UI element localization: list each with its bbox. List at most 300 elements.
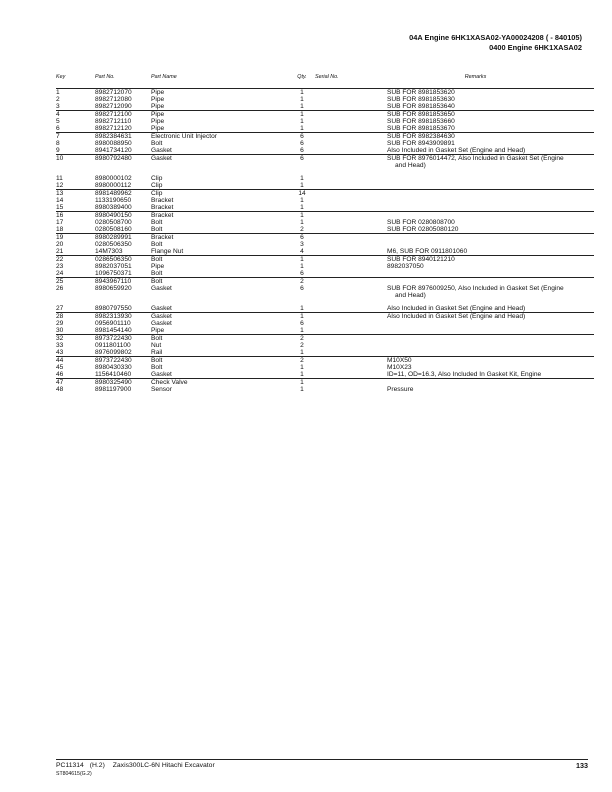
part-name-cell-text: Bracket [151, 212, 174, 219]
qty-cell [289, 270, 315, 278]
key-cell-text: 12 [56, 182, 64, 189]
col-key-header: Key [56, 74, 66, 80]
serial-cell [315, 219, 357, 226]
part-no-cell-text: 8980659920 [95, 285, 132, 292]
part-name-cell-text: Rail [151, 349, 163, 356]
qty-cell [289, 364, 315, 371]
table-row [56, 270, 594, 278]
part-no-cell [89, 103, 151, 111]
part-no-cell-text: 8982712110 [95, 118, 132, 125]
qty-cell [289, 140, 315, 147]
serial-cell [315, 349, 357, 357]
part-no-cell-text: 14M7303 [95, 248, 123, 255]
part-name-cell [151, 270, 289, 278]
table-row [56, 299, 594, 313]
remarks-cell [357, 263, 594, 270]
key-cell [56, 371, 89, 379]
remarks-cell [357, 190, 594, 198]
table-row [56, 190, 594, 198]
part-no-cell-text: 8980792480 [95, 155, 132, 162]
table-row [56, 349, 594, 357]
part-no-cell [89, 89, 151, 97]
part-no-cell [89, 147, 151, 155]
qty-cell [289, 327, 315, 335]
serial-cell [315, 299, 357, 313]
qty-cell-text: 14 [298, 190, 306, 197]
qty-cell [289, 234, 315, 242]
key-cell [56, 197, 89, 204]
part-no-cell-text: 1133190650 [95, 197, 132, 204]
key-cell-text: 27 [56, 305, 64, 312]
qty-cell-text: 1 [300, 212, 304, 219]
key-cell [56, 219, 89, 226]
table-row [56, 248, 594, 256]
part-no-cell [89, 379, 151, 387]
part-no-cell [89, 125, 151, 133]
part-name-cell [151, 190, 289, 198]
col-serial-header: Serial No. [315, 74, 339, 80]
key-cell-text: 24 [56, 270, 64, 277]
serial-cell [315, 140, 357, 147]
part-name-cell-text: Bolt [151, 226, 163, 233]
remarks-cell [357, 342, 594, 349]
part-name-cell-text: Bolt [151, 335, 163, 342]
part-no-cell-text: 0956901110 [95, 320, 131, 327]
remarks-cell [357, 299, 594, 313]
part-name-cell [151, 147, 289, 155]
footer-divider [56, 759, 588, 760]
key-cell [56, 212, 89, 220]
key-cell [56, 248, 89, 256]
serial-cell [315, 125, 357, 133]
part-name-cell [151, 133, 289, 141]
qty-cell [289, 169, 315, 182]
part-no-cell [89, 320, 151, 327]
part-no-cell-text: 8980289991 [95, 234, 132, 241]
remarks-cell [357, 197, 594, 204]
part-no-cell [89, 241, 151, 248]
remarks-cell [357, 278, 594, 286]
remarks-cell-text: Also Included in Gasket Set (Engine and Head) [387, 313, 526, 320]
remarks-cell-text: SUB FOR 8981853640 [387, 103, 455, 110]
qty-cell-text: 6 [300, 285, 304, 292]
qty-cell [289, 241, 315, 248]
remarks-cell [357, 371, 594, 379]
qty-cell-text: 1 [300, 182, 304, 189]
remarks-cell-text: M10X50 [387, 357, 412, 364]
part-name-cell [151, 313, 289, 321]
qty-cell [289, 182, 315, 190]
serial-cell [315, 103, 357, 111]
remarks-cell-text: ID=11, OD=16.3, Also Included In Gasket Kit, Engine [387, 371, 542, 378]
part-name-cell-text: Nut [151, 342, 162, 349]
part-name-cell-text: Pipe [151, 263, 165, 270]
table-row [56, 118, 594, 125]
serial-cell [315, 234, 357, 242]
serial-cell [315, 364, 357, 371]
part-name-cell-text: Clip [151, 190, 163, 197]
key-cell-text: 11 [56, 175, 63, 182]
part-name-cell-text: Clip [151, 182, 163, 189]
qty-cell-text: 1 [300, 118, 304, 125]
part-no-cell [89, 313, 151, 321]
key-cell [56, 335, 89, 343]
part-name-cell-text: Bracket [151, 234, 174, 241]
part-no-cell-text: 1156410460 [95, 371, 132, 378]
serial-cell [315, 111, 357, 119]
key-cell-text: 30 [56, 327, 64, 334]
part-name-cell-text: Pipe [151, 125, 165, 132]
key-cell [56, 103, 89, 111]
qty-cell-text: 1 [300, 305, 304, 312]
serial-cell [315, 386, 357, 393]
qty-cell-text: 1 [300, 386, 304, 393]
part-no-cell-text: 8982313930 [95, 313, 132, 320]
remarks-cell [357, 241, 594, 248]
serial-cell [315, 313, 357, 321]
qty-cell [289, 299, 315, 313]
qty-cell-text: 1 [300, 327, 304, 334]
key-cell [56, 327, 89, 335]
key-cell-text: 29 [56, 320, 64, 327]
qty-cell [289, 197, 315, 204]
part-name-cell [151, 155, 289, 170]
part-name-cell-text: Bracket [151, 204, 174, 211]
serial-cell [315, 256, 357, 264]
part-name-cell-text: Electronic Unit Injector [151, 133, 217, 140]
remarks-continuation: and Head) [395, 162, 426, 169]
key-cell-text: 47 [56, 379, 64, 386]
part-name-cell [151, 197, 289, 204]
part-name-cell [151, 349, 289, 357]
part-no-cell-text: 0280508160 [95, 226, 132, 233]
serial-cell [315, 335, 357, 343]
part-no-cell [89, 182, 151, 190]
key-cell-text: 6 [56, 125, 60, 132]
part-no-cell-text: 8980430330 [95, 364, 132, 371]
part-name-cell [151, 241, 289, 248]
qty-cell-text: 6 [300, 155, 304, 162]
key-cell-text: 4 [56, 111, 60, 118]
part-name-cell-text: Gasket [151, 155, 172, 162]
part-no-cell [89, 357, 151, 365]
footer-revision: (H.2) [89, 762, 105, 769]
part-no-cell [89, 204, 151, 212]
remarks-cell [357, 140, 594, 147]
key-cell [56, 386, 89, 393]
table-row [56, 96, 594, 103]
key-cell-text: 46 [56, 371, 64, 378]
key-cell [56, 379, 89, 387]
qty-cell-text: 6 [300, 140, 304, 147]
part-name-cell [151, 335, 289, 343]
qty-cell [289, 386, 315, 393]
qty-cell-text: 4 [300, 248, 304, 255]
key-cell-text: 25 [56, 278, 64, 285]
key-cell-text: 32 [56, 335, 64, 342]
key-cell-text: 28 [56, 313, 64, 320]
key-cell [56, 204, 89, 212]
part-name-cell [151, 386, 289, 393]
table-body [56, 89, 594, 394]
key-cell [56, 133, 89, 141]
key-cell [56, 241, 89, 248]
part-no-cell-text: 0911801100 [95, 342, 131, 349]
part-name-cell [151, 357, 289, 365]
footer-left [56, 761, 215, 779]
part-no-cell [89, 327, 151, 335]
part-no-cell-text: 8980088950 [95, 140, 132, 147]
key-cell [56, 320, 89, 327]
remarks-cell [357, 285, 594, 299]
serial-cell [315, 357, 357, 365]
part-no-cell-text: 8980000112 [95, 182, 132, 189]
page-header [409, 33, 582, 53]
part-name-cell-text: Pipe [151, 111, 165, 118]
table-row [56, 379, 594, 387]
remarks-cell-text: 8982037050 [387, 263, 424, 270]
key-cell-text: 22 [56, 256, 64, 263]
serial-cell [315, 241, 357, 248]
key-cell-text: 21 [56, 248, 64, 255]
col-qty-header: Qty. [297, 74, 307, 80]
table-row [56, 241, 594, 248]
remarks-cell [357, 212, 594, 220]
key-cell [56, 111, 89, 119]
key-cell-text: 44 [56, 357, 64, 364]
part-no-cell-text: 8943967110 [95, 278, 132, 285]
remarks-cell-text: SUB FOR 8981853650 [387, 111, 455, 118]
part-no-cell-text: 0280508700 [95, 219, 132, 226]
part-name-cell [151, 278, 289, 286]
key-cell-text: 18 [56, 226, 64, 233]
remarks-cell [357, 103, 594, 111]
remarks-cell-text: SUB FOR 8981853660 [387, 118, 455, 125]
part-no-cell [89, 285, 151, 299]
qty-cell-text: 1 [300, 219, 304, 226]
part-name-cell-text: Bolt [151, 357, 163, 364]
part-no-cell-text: 8982384631 [95, 133, 132, 140]
remarks-cell-text: SUB FOR 8940121210 [387, 256, 455, 263]
serial-cell [315, 118, 357, 125]
table-row [56, 226, 594, 234]
serial-cell [315, 190, 357, 198]
table-row [56, 111, 594, 119]
table-row [56, 234, 594, 242]
key-cell [56, 278, 89, 286]
qty-cell [289, 263, 315, 270]
part-name-cell [151, 182, 289, 190]
qty-cell [289, 103, 315, 111]
key-cell [56, 357, 89, 365]
remarks-cell [357, 335, 594, 343]
footer-machine: Zaxis300LC-6N Hitachi Excavator [112, 762, 215, 769]
serial-cell [315, 327, 357, 335]
qty-cell [289, 335, 315, 343]
part-name-cell-text: Bolt [151, 270, 163, 277]
remarks-cell-text: Also Included in Gasket Set (Engine and Head) [387, 147, 526, 154]
remarks-cell [357, 204, 594, 212]
part-no-cell [89, 197, 151, 204]
remarks-cell-text: SUB FOR 8981853670 [387, 125, 455, 132]
remarks-cell [357, 364, 594, 371]
qty-cell-text: 1 [300, 313, 304, 320]
remarks-cell [357, 226, 594, 234]
part-name-cell [151, 379, 289, 387]
serial-cell [315, 155, 357, 170]
qty-cell [289, 226, 315, 234]
part-no-cell-text: 8941734120 [95, 147, 132, 154]
col-remarks-header: Remarks [464, 74, 487, 80]
part-name-cell [151, 234, 289, 242]
part-no-cell [89, 96, 151, 103]
part-no-cell [89, 190, 151, 198]
table-row [56, 327, 594, 335]
qty-cell-text: 1 [300, 263, 304, 270]
qty-cell-text: 3 [300, 241, 304, 248]
part-name-cell [151, 212, 289, 220]
qty-cell-text: 1 [300, 349, 304, 356]
table-row [56, 89, 594, 97]
key-cell-text: 48 [56, 386, 64, 393]
part-name-cell [151, 103, 289, 111]
qty-cell-text: 1 [300, 204, 304, 211]
remarks-cell [357, 219, 594, 226]
part-name-cell [151, 256, 289, 264]
qty-cell-text: 2 [300, 226, 304, 233]
key-cell [56, 182, 89, 190]
part-no-cell [89, 386, 151, 393]
key-cell [56, 285, 89, 299]
qty-cell-text: 6 [300, 133, 304, 140]
key-cell [56, 118, 89, 125]
part-no-cell-text: 8982712070 [95, 89, 132, 96]
qty-cell [289, 111, 315, 119]
table-row [56, 335, 594, 343]
key-cell-text: 7 [56, 133, 60, 140]
part-no-cell-text: 8980389400 [95, 204, 132, 211]
remarks-cell-text: M10X23 [387, 364, 412, 371]
qty-cell-text: 1 [300, 256, 304, 263]
remarks-cell-text: SUB FOR 0280808700 [387, 219, 455, 226]
key-cell-text: 14 [56, 197, 64, 204]
table-row [56, 285, 594, 299]
remarks-cell [357, 357, 594, 365]
col-part-name-header: Part Name [151, 74, 177, 80]
part-name-cell [151, 169, 289, 182]
qty-cell-text: 1 [300, 111, 304, 118]
remarks-cell-text: Also Included in Gasket Set (Engine and Head) [387, 305, 526, 312]
part-no-cell-text: 8976099802 [95, 349, 132, 356]
part-name-cell [151, 320, 289, 327]
part-no-cell [89, 212, 151, 220]
qty-cell [289, 278, 315, 286]
remarks-cell-text: SUB FOR 8976009250, Also Included in Gasket Set (Engine [387, 285, 564, 292]
part-no-cell [89, 219, 151, 226]
table-row [56, 103, 594, 111]
part-name-cell-text: Bolt [151, 241, 163, 248]
footer-sub-code: ST804615(G.2) [56, 771, 92, 777]
remarks-cell [357, 248, 594, 256]
remarks-cell [357, 320, 594, 327]
part-no-cell [89, 364, 151, 371]
table-header-row [56, 73, 594, 89]
serial-cell [315, 133, 357, 141]
part-no-cell [89, 169, 151, 182]
key-cell-text: 16 [56, 212, 64, 219]
part-no-cell [89, 155, 151, 170]
part-name-cell [151, 118, 289, 125]
remarks-cell [357, 111, 594, 119]
part-no-cell [89, 270, 151, 278]
qty-cell-text: 1 [300, 103, 304, 110]
qty-cell [289, 256, 315, 264]
part-name-cell [151, 327, 289, 335]
part-name-cell [151, 204, 289, 212]
serial-cell [315, 285, 357, 299]
serial-cell [315, 96, 357, 103]
table-row [56, 342, 594, 349]
part-name-cell [151, 263, 289, 270]
serial-cell [315, 204, 357, 212]
table-row [56, 278, 594, 286]
key-cell [56, 169, 89, 182]
part-name-cell-text: Pipe [151, 327, 165, 334]
key-cell [56, 299, 89, 313]
table-row [56, 133, 594, 141]
remarks-cell [357, 379, 594, 387]
part-name-cell-text: Sensor [151, 386, 172, 393]
part-name-cell-text: Clip [151, 175, 163, 182]
serial-cell [315, 212, 357, 220]
part-name-cell [151, 96, 289, 103]
part-no-cell-text: 8982037051 [95, 263, 132, 270]
key-cell-text: 9 [56, 147, 60, 154]
table-row [56, 219, 594, 226]
part-no-cell [89, 256, 151, 264]
qty-cell-text: 1 [300, 96, 304, 103]
serial-cell [315, 278, 357, 286]
key-cell [56, 96, 89, 103]
table-row [56, 204, 594, 212]
serial-cell [315, 379, 357, 387]
key-cell [56, 140, 89, 147]
parts-table [56, 73, 594, 393]
part-name-cell [151, 248, 289, 256]
part-no-cell-text: 8980325490 [95, 379, 132, 386]
table-row [56, 371, 594, 379]
table-row [56, 256, 594, 264]
key-cell-text: 19 [56, 234, 64, 241]
remarks-cell [357, 270, 594, 278]
serial-cell [315, 248, 357, 256]
part-name-cell [151, 342, 289, 349]
part-no-cell-text: 8982712080 [95, 96, 132, 103]
part-name-cell [151, 371, 289, 379]
key-cell-text: 13 [56, 190, 64, 197]
part-no-cell [89, 226, 151, 234]
qty-cell [289, 357, 315, 365]
qty-cell [289, 313, 315, 321]
qty-cell [289, 89, 315, 97]
qty-cell-text: 2 [300, 342, 304, 349]
qty-cell-text: 2 [300, 357, 304, 364]
table-row [56, 263, 594, 270]
serial-cell [315, 320, 357, 327]
header-section-title: 0400 Engine 6HK1XASA02 [489, 43, 582, 52]
qty-cell-text: 6 [300, 234, 304, 241]
serial-cell [315, 263, 357, 270]
